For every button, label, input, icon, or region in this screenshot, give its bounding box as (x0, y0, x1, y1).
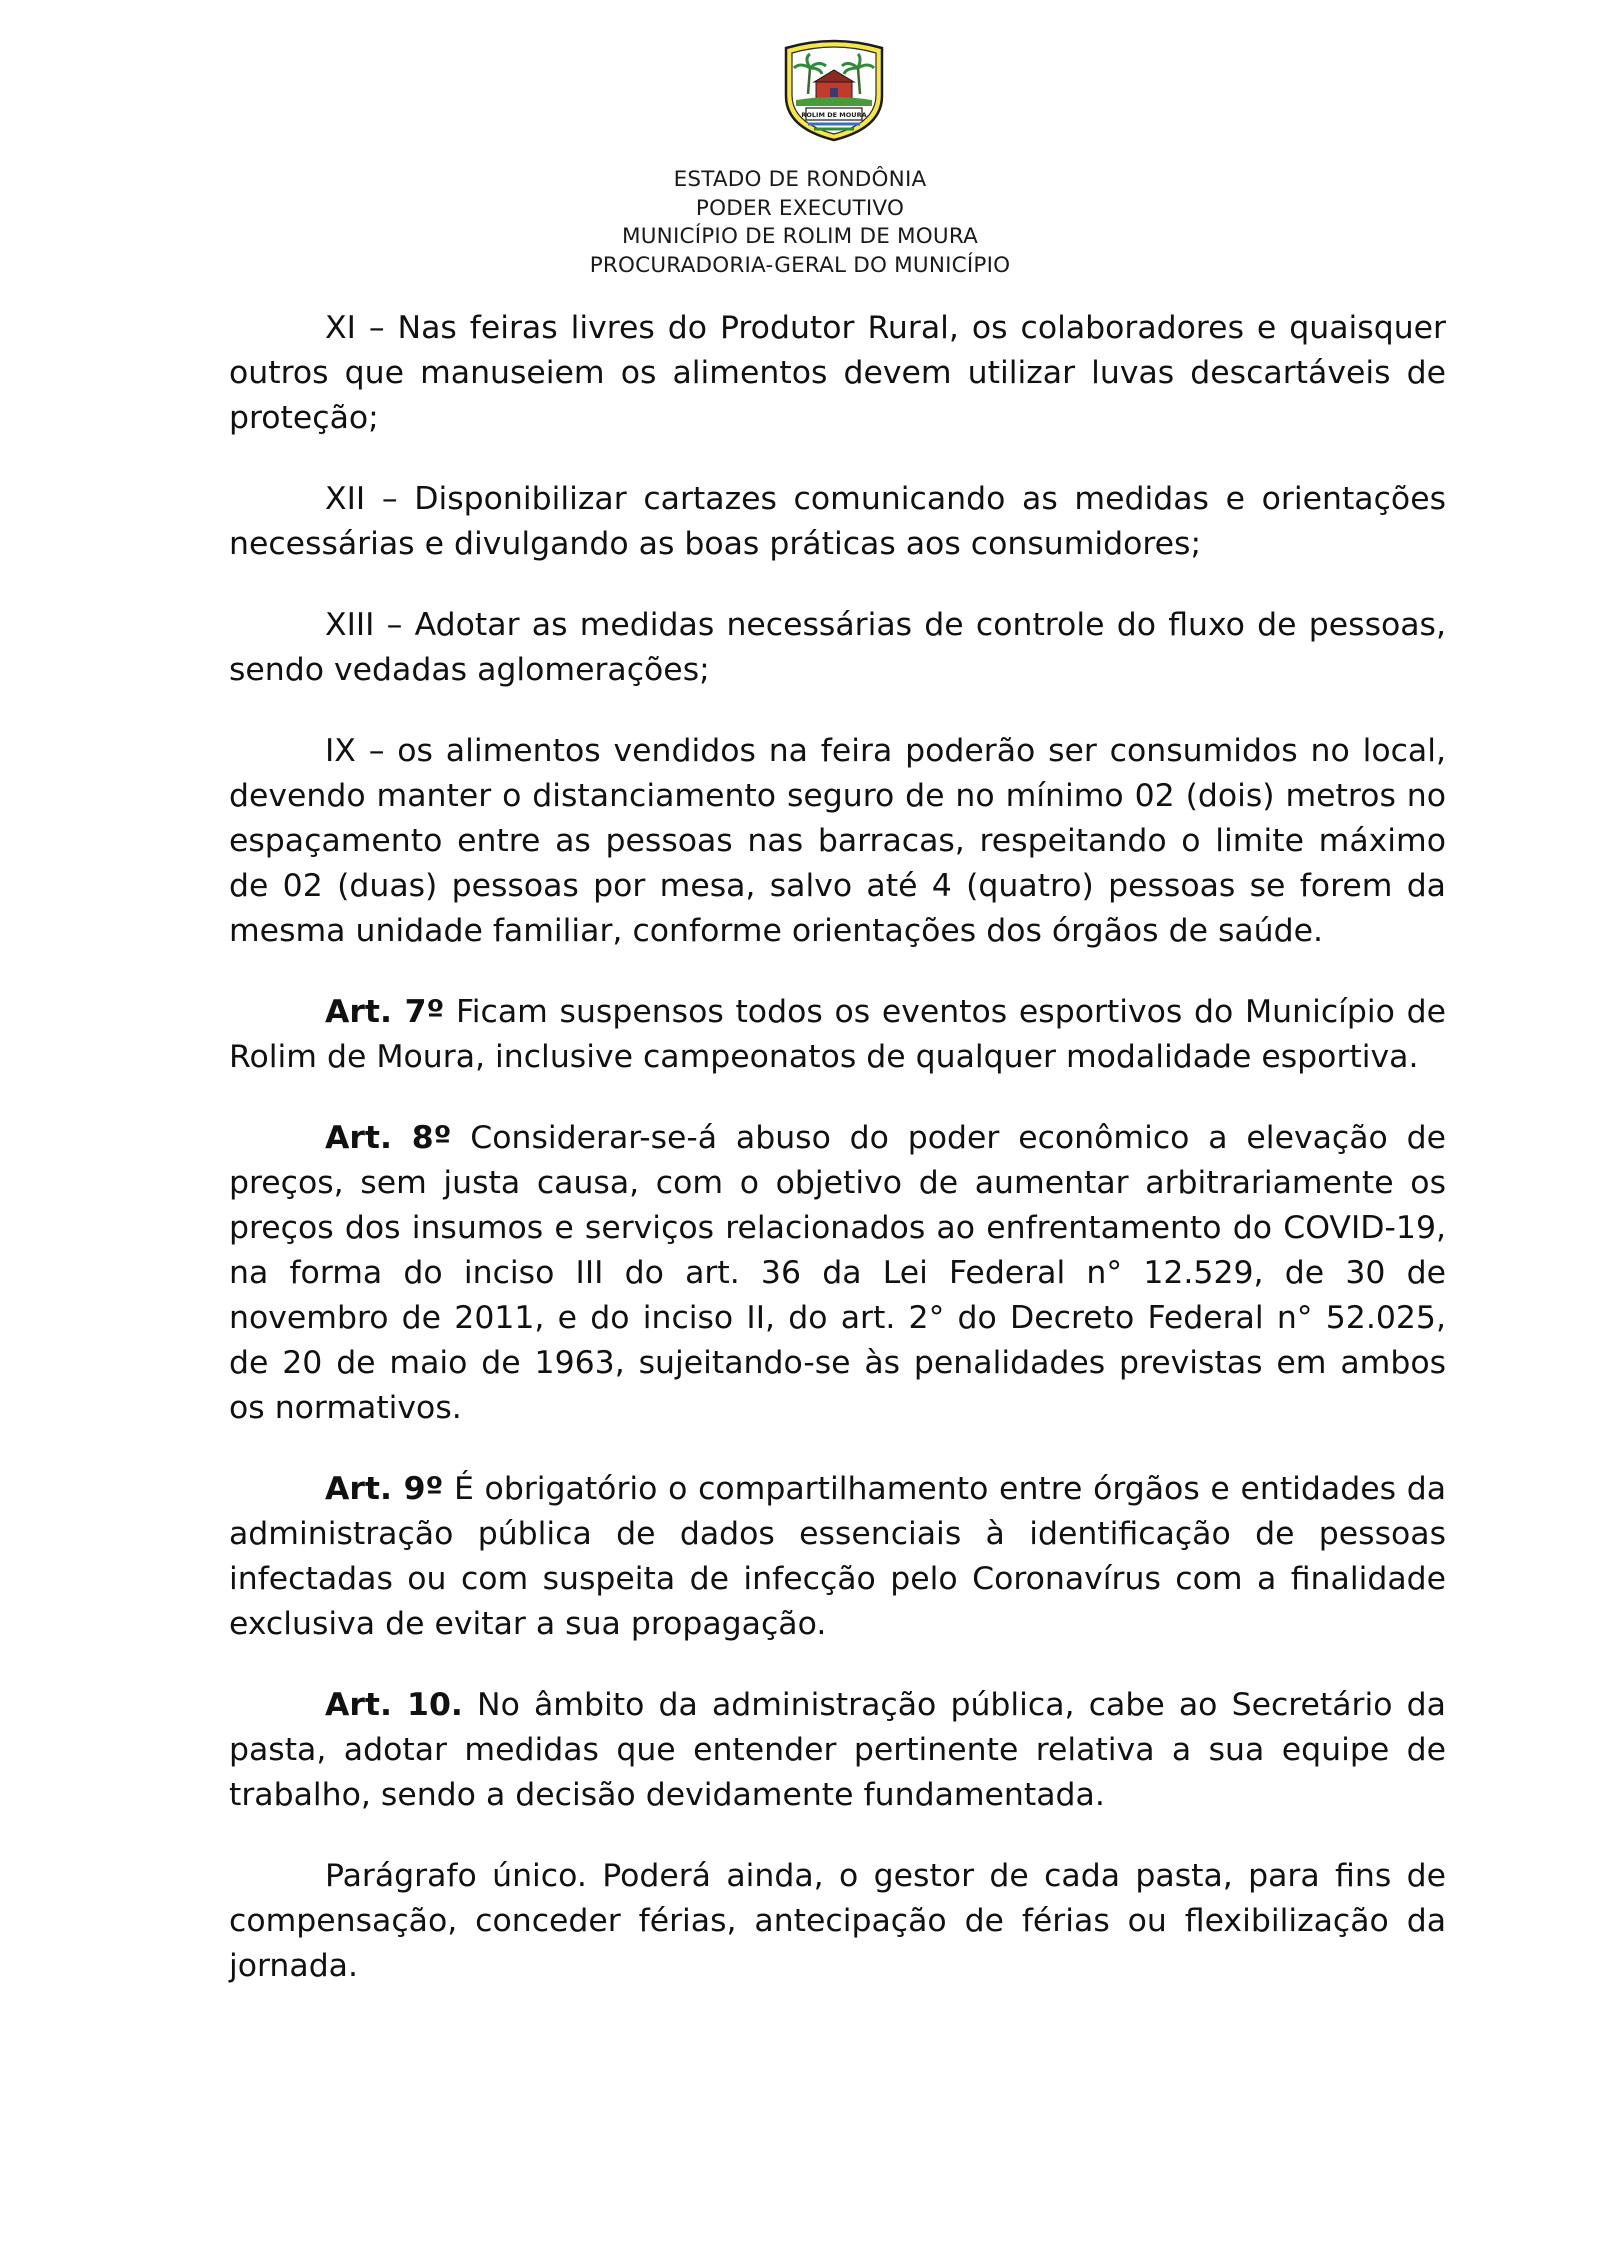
article-label: Art. 7º (325, 994, 445, 1030)
letterhead (0, 166, 1600, 280)
paragraph-art-10 (229, 1683, 1446, 1818)
paragraph-item-ix (229, 729, 1446, 954)
header-municipality: MUNICÍPIO DE ROLIM DE MOURA (621, 224, 979, 249)
paragraph-sole (229, 1854, 1446, 1989)
article-label: Art. 8º (325, 1120, 452, 1156)
paragraph-art-8 (229, 1116, 1446, 1431)
paragraph-text: XII – Disponibilizar cartazes comunicando as medidas e orientações necessárias e divulgando as boas práticas aos consumidores; (229, 481, 1446, 562)
paragraph-text: XIII – Adotar as medidas necessárias de controle do fluxo de pessoas, sendo vedadas aglomerações; (229, 607, 1446, 688)
header-attorney-office: PROCURADORIA-GERAL DO MUNICÍPIO (589, 252, 1011, 278)
paragraph-art-7 (229, 990, 1446, 1080)
article-label: Art. 10. (325, 1687, 463, 1723)
article-label: Art. 9º (325, 1471, 444, 1507)
header-state: ESTADO DE RONDÔNIA (673, 167, 927, 192)
paragraph-text: Parágrafo único. Poderá ainda, o gestor de cada pasta, para fins de compensação, conceder férias, antecipação de férias ou flexibilização da jornada. (229, 1858, 1446, 1984)
paragraph-art-9 (229, 1467, 1446, 1647)
municipal-seal-icon (772, 38, 896, 142)
paragraph-text: Ficam suspensos todos os eventos esportivos do Município de Rolim de Moura, inclusive campeonatos de qualquer modalidade esportiva. (229, 994, 1447, 1075)
document-body (229, 306, 1446, 1989)
seal-banner-text: ROLIM DE MOURA (801, 111, 867, 119)
paragraph-text: IX – os alimentos vendidos na feira poderão ser consumidos no local, devendo manter o distanciamento seguro de no mínimo 02 (dois) metros no espaçamento entre as pessoas nas barracas, respeitando o limite máximo de 02 (duas) pessoas por mesa, salvo até 4 (quatro) pessoas se forem da mesma unidade familiar, conforme orientações dos órgãos de saúde. (229, 733, 1446, 949)
header-executive: PODER EXECUTIVO (695, 195, 905, 221)
paragraph-text: XI – Nas feiras livres do Produtor Rural, os colaboradores e quaisquer outros que manuseiem os alimentos devem utilizar luvas descartáveis de proteção; (229, 310, 1446, 436)
paragraph-item-xiii (229, 603, 1446, 693)
paragraph-text: É obrigatório o compartilhamento entre órgãos e entidades da administração pública de dados essenciais à identificação de pessoas infectadas ou com suspeita de infecção pelo Coronavírus com a finalidade exclusiva de evitar a sua propagação. (229, 1471, 1447, 1642)
paragraph-text: Considerar-se-á abuso do poder econômico a elevação de preços, sem justa causa, com o objetivo de aumentar arbitrariamente os preços dos insumos e serviços relacionados ao enfrentamento do COVID-19, na forma do inciso III do art. 36 da Lei Federal n° 12.529, de 30 de novembro de 2011, e do inciso II, do art. 2° do Decreto Federal n° 52.025, de 20 de maio de 1963, sujeitando-se às penalidades previstas em ambos os normativos. (229, 1120, 1446, 1426)
paragraph-item-xi (229, 306, 1446, 441)
paragraph-item-xii (229, 477, 1446, 567)
paragraph-text: No âmbito da administração pública, cabe ao Secretário da pasta, adotar medidas que entender pertinente relativa a sua equipe de trabalho, sendo a decisão devidamente fundamentada. (229, 1687, 1446, 1813)
